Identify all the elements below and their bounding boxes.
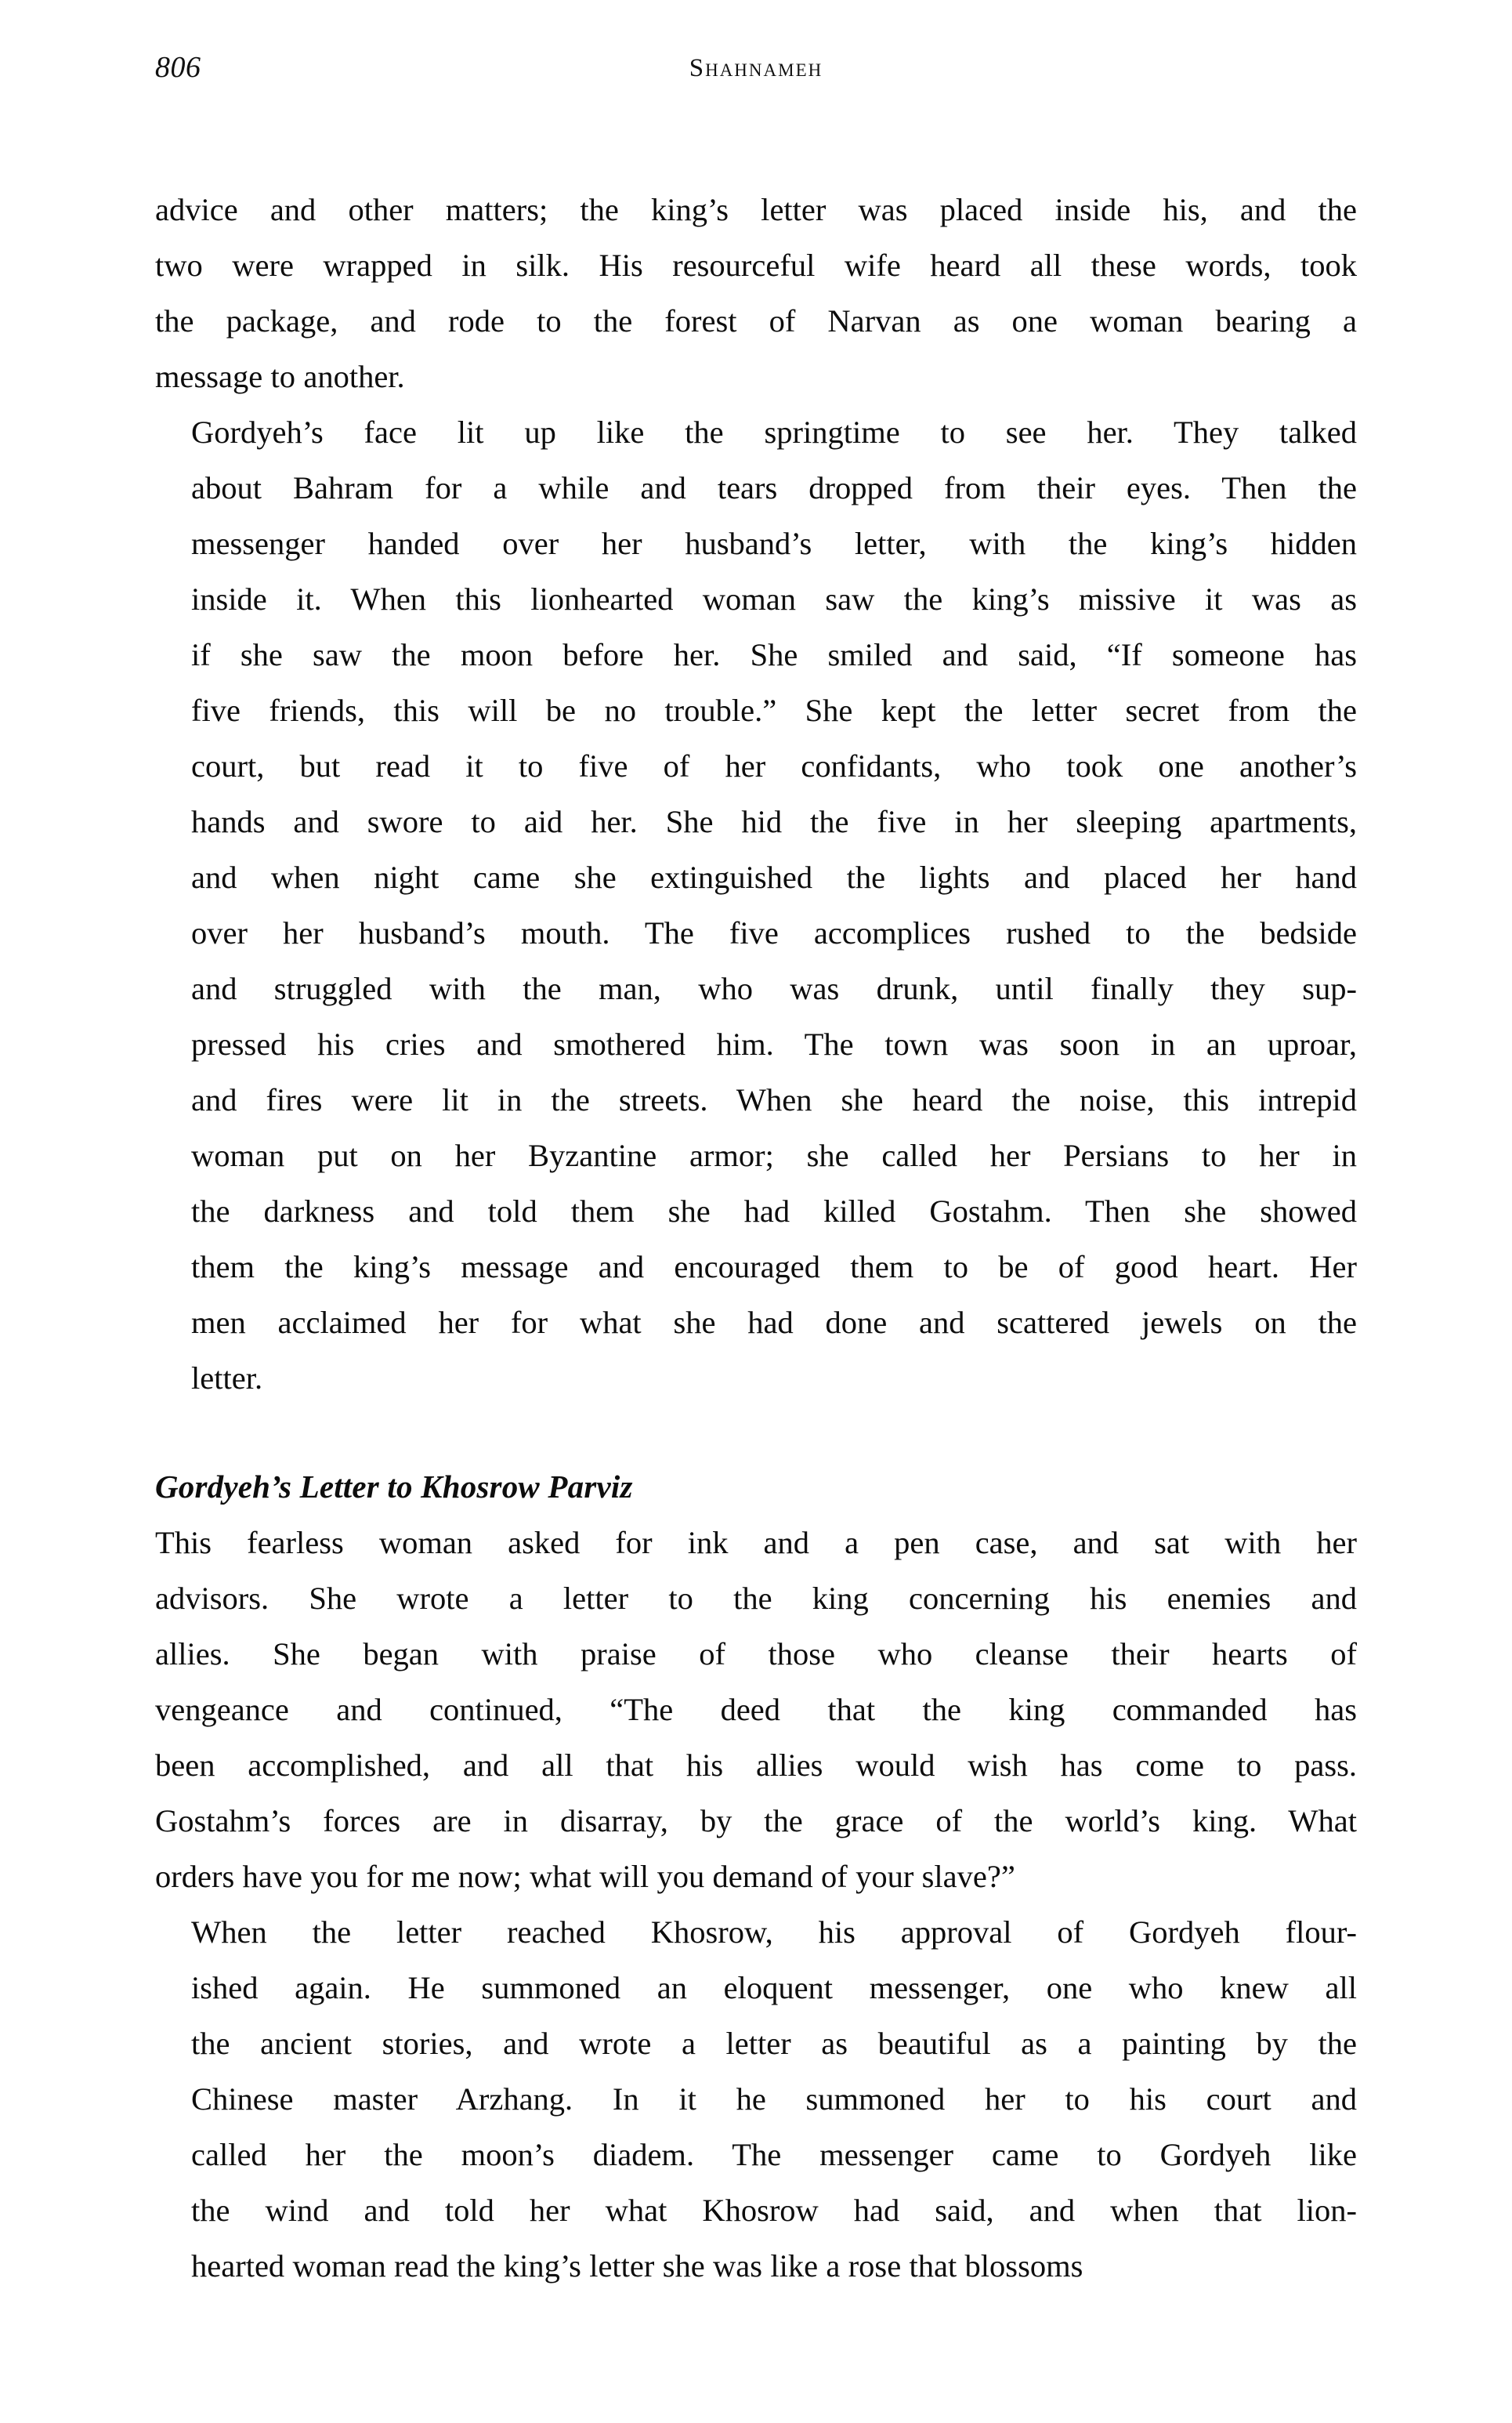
- text-line: inside it. When this lionhearted woman saw the king’s missive it was as: [191, 581, 1357, 617]
- text-line: ished again. He summoned an eloquent messenger, one who knew all: [191, 1970, 1357, 2005]
- section-heading: Gordyeh’s Letter to Khosrow Parviz: [155, 1469, 633, 1505]
- text-line: Gostahm’s forces are in disarray, by the grace of the world’s king. What: [155, 1803, 1357, 1838]
- text-line: and fires were lit in the streets. When she heard the noise, this intrepid: [191, 1082, 1357, 1117]
- paragraph-2: [155, 404, 1357, 1406]
- text-line: the darkness and told them she had killed Gostahm. Then she showed: [191, 1193, 1357, 1229]
- text-line: the package, and rode to the forest of Narvan as one woman bearing a: [155, 303, 1357, 339]
- paragraph-1: [155, 182, 1357, 404]
- text-line: letter.: [191, 1360, 263, 1396]
- text-line: This fearless woman asked for ink and a pen case, and sat with her: [155, 1525, 1357, 1560]
- text-line: the wind and told her what Khosrow had said, and when that lion-: [191, 2193, 1357, 2228]
- text-line: men acclaimed her for what she had done and scattered jewels on the: [191, 1305, 1357, 1340]
- text-block: [155, 182, 1357, 2294]
- text-line: messenger handed over her husband’s letter, with the king’s hidden: [191, 526, 1357, 561]
- text-line: two were wrapped in silk. His resourceful wife heard all these words, took: [155, 248, 1357, 283]
- running-head: [155, 49, 1357, 96]
- page-number: 806: [155, 51, 201, 84]
- text-line: advice and other matters; the king’s letter was placed inside his, and the: [155, 192, 1357, 227]
- text-line: When the letter reached Khosrow, his approval of Gordyeh flour-: [191, 1914, 1357, 1950]
- paragraph-3: [155, 1515, 1357, 1904]
- text-line: woman put on her Byzantine armor; she called her Persians to her in: [191, 1138, 1357, 1173]
- text-line: vengeance and continued, “The deed that the king commanded has: [155, 1692, 1357, 1727]
- text-line: orders have you for me now; what will you demand of your slave?”: [155, 1859, 1015, 1894]
- heading-spacer: [155, 1406, 1357, 1459]
- text-line: message to another.: [155, 359, 405, 394]
- text-line: allies. She began with praise of those who cleanse their hearts of: [155, 1636, 1357, 1671]
- text-line: Gordyeh’s face lit up like the springtime to see her. They talked: [191, 415, 1357, 450]
- paragraph-4: [155, 1904, 1357, 2294]
- text-line: about Bahram for a while and tears dropped from their eyes. Then the: [191, 470, 1357, 505]
- text-line: if she saw the moon before her. She smiled and said, “If someone has: [191, 637, 1357, 672]
- text-line: and struggled with the man, who was drunk, until finally they sup-: [191, 971, 1357, 1006]
- running-title: Shahnameh: [689, 54, 823, 82]
- text-line: court, but read it to five of her confidants, who took one another’s: [191, 748, 1357, 784]
- text-line: hands and swore to aid her. She hid the five in her sleeping apartments,: [191, 804, 1357, 839]
- text-line: over her husband’s mouth. The five accomplices rushed to the bedside: [191, 915, 1357, 951]
- text-line: them the king’s message and encouraged them to be of good heart. Her: [191, 1249, 1357, 1284]
- text-line: called her the moon’s diadem. The messenger came to Gordyeh like: [191, 2137, 1357, 2172]
- text-line: advisors. She wrote a letter to the king concerning his enemies and: [155, 1581, 1357, 1616]
- text-line: and when night came she extinguished the lights and placed her hand: [191, 860, 1357, 895]
- text-line: the ancient stories, and wrote a letter as beautiful as a painting by the: [191, 2026, 1357, 2061]
- text-line: been accomplished, and all that his allies would wish has come to pass.: [155, 1748, 1357, 1783]
- text-line: Chinese master Arzhang. In it he summoned her to his court and: [191, 2081, 1357, 2117]
- text-line: five friends, this will be no trouble.” She kept the letter secret from the: [191, 693, 1357, 728]
- text-line: hearted woman read the king’s letter she was like a rose that blossoms: [191, 2248, 1083, 2284]
- text-line: pressed his cries and smothered him. The town was soon in an uproar,: [191, 1027, 1357, 1062]
